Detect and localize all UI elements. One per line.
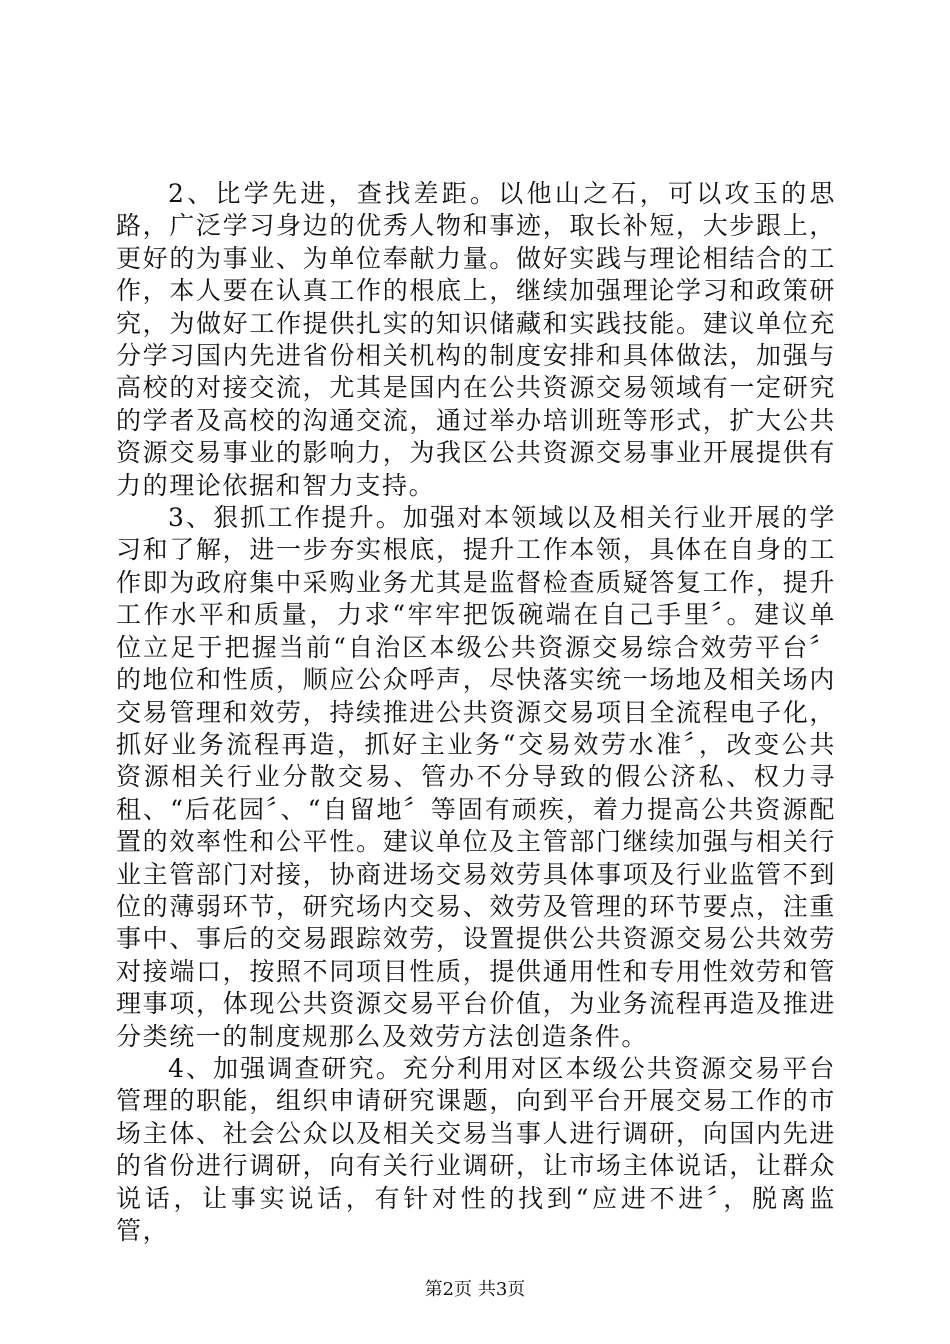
paragraph-2: 2、比学先进，查找差距。以他山之石，可以攻玉的思路，广泛学习身边的优秀人物和事迹，取长补短，大步跟上，更好的为事业、为单位奉献力量。做好实践与理论相结合的工作，本人要在认真工作的根底上，继续加强理论学习和政策研究，为做好工作提供扎实的知识储藏和实践技能。建议单位充分学习国内先进省份相关机构的制度安排和具体做法，加强与高校的对接交流，尤其是国内在公共资源交易领域有一定研究的学者及高校的沟通交流，通过举办培训班等形式，扩大公共资源交易事业的影响力，为我区公共资源交易事业开展提供有力的理论依据和智力支持。	[116, 179, 836, 500]
document-body	[116, 178, 836, 1247]
paragraph-4: 4、加强调查研究。充分利用对区本级公共资源交易平台管理的职能，组织申请研究课题，向到平台开展交易工作的市场主体、社会公众以及相关交易当事人进行调研，向国内先进的省份进行调研，向有关行业调研，让市场主体说话，让群众说话，让事实说话，有针对性的找到“应进不进〞，脱离监管，	[116, 1053, 836, 1245]
page-number-footer: 第2页 共3页	[424, 1279, 526, 1300]
paragraph-3: 3、狠抓工作提升。加强对本领域以及相关行业开展的学习和了解，进一步夯实根底，提升工作本领，具体在自身的工作即为政府集中采购业务尤其是监督检查质疑答复工作，提升工作水平和质量，力求“牢牢把饭碗端在自己手里〞。建议单位立足于把握当前“自治区本级公共资源交易综合效劳平台〞的地位和性质，顺应公众呼声，尽快落实统一场地及相关场内交易管理和效劳，持续推进公共资源交易项目全流程电子化，抓好业务流程再造，抓好主业务“交易效劳水准〞，改变公共资源相关行业分散交易、管办不分导致的假公济私、权力寻租、“后花园〞、“自留地〞等固有顽疾，着力提高公共资源配置的效率性和公平性。建议单位及主管部门继续加强与相关行业主管部门对接，协商进场交易效劳具体事项及行业监管不到位的薄弱环节，研究场内交易、效劳及管理的环节要点，注重事中、事后的交易跟踪效劳，设置提供公共资源交易公共效劳对接端口，按照不同项目性质，提供通用性和专用性效劳和管理事项，体现公共资源交易平台价值，为业务流程再造及推进分类统一的制度规那么及效劳方法创造条件。	[116, 503, 836, 1051]
